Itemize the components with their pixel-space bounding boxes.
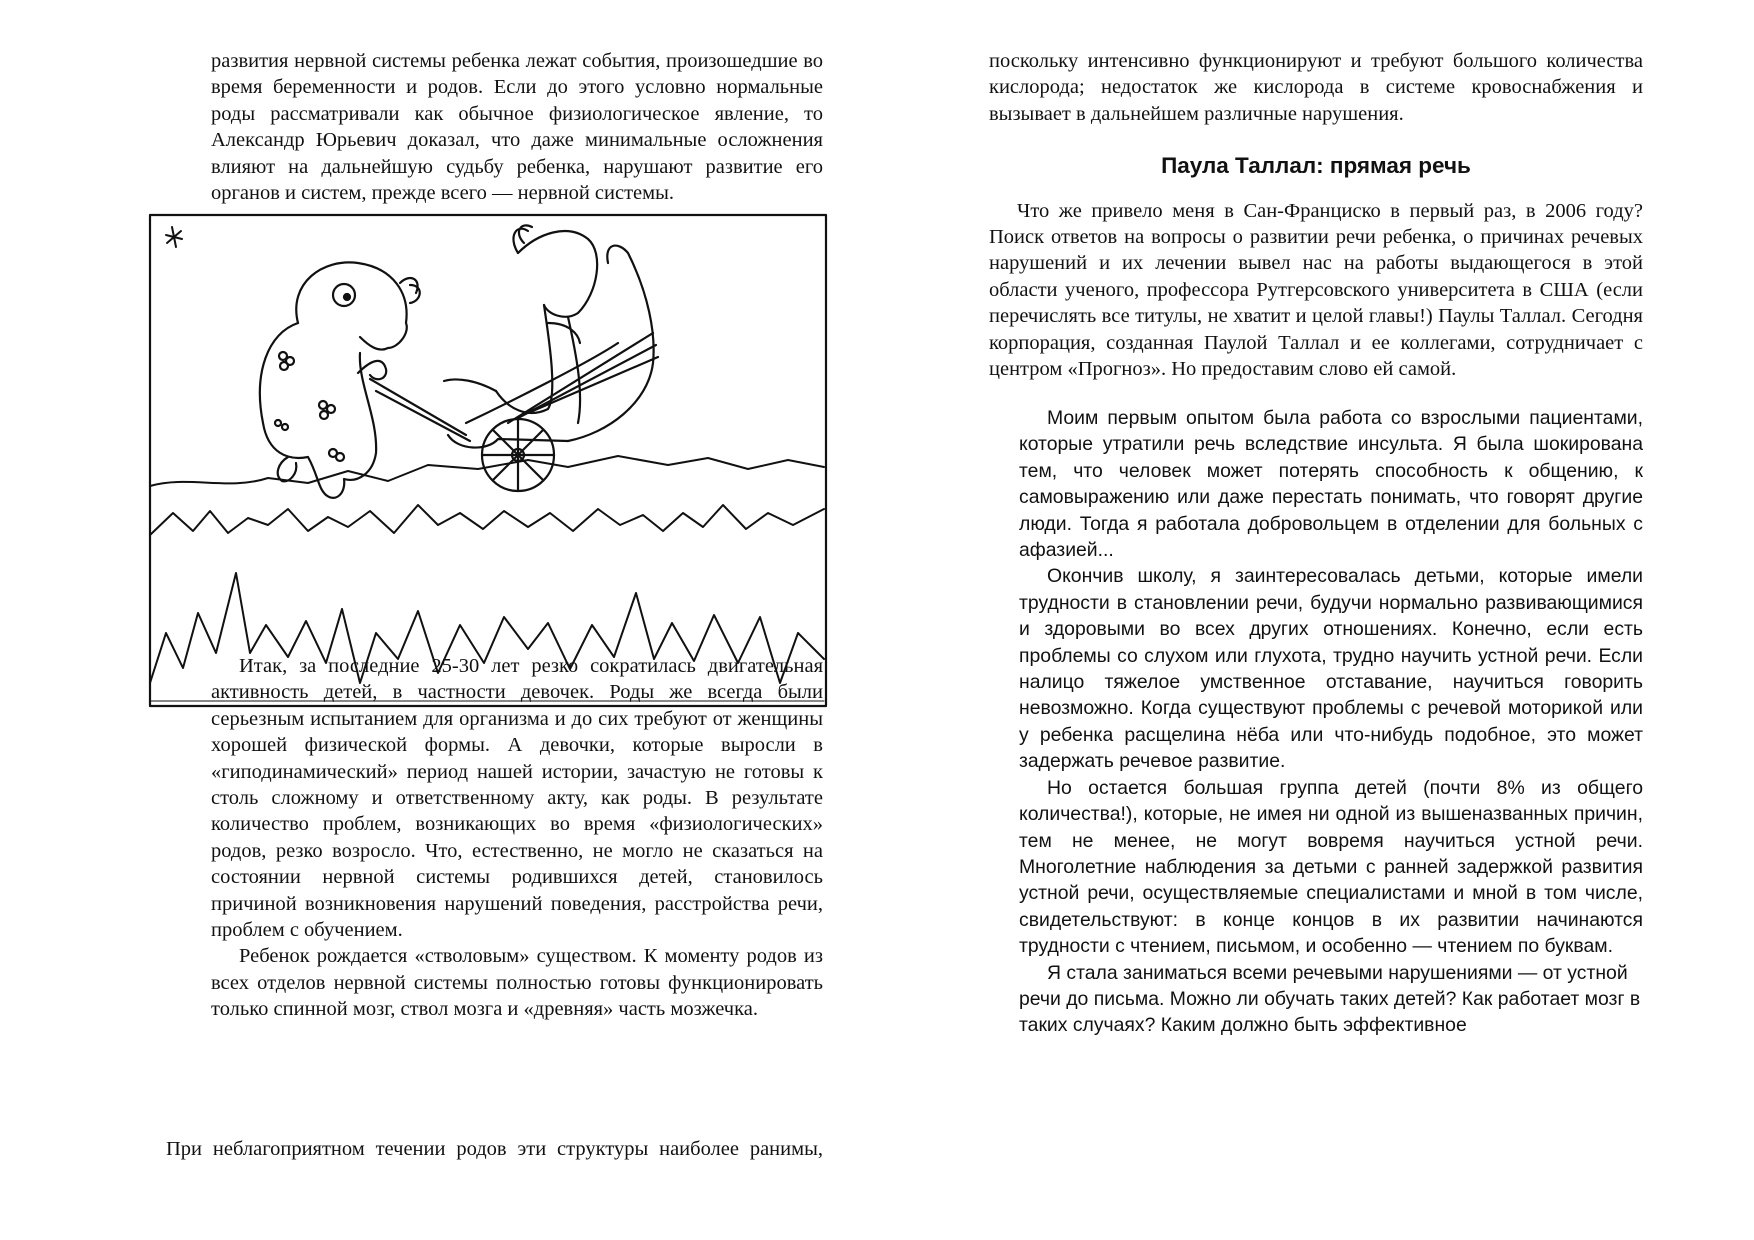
quote-final-paragraph: Я стала заниматься всеми речевыми нарушениями — от устной речи до письма. Можно ли обучать таких детей? Как работает мозг в таких случаях? Каким должно быть эффективное [1019,961,1641,1037]
left-paragraph-3: Ребенок рождается «стволовым» существом. К моменту родов из всех отделов нервной системы полностью готовы функционировать только спинной мозг, ствол мозга и «древняя» часть мозжечка. [211,945,823,1021]
left-paragraph-2: Итак, за последние 25-30 лет резко сократилась двигательная активность детей, в частности девочек. Роды же всегда были серьезным испытанием для организма и до сих требуют от женщины хорошей физической формы. А девочки, которые выросли в «гиподинамический» период нашей истории, зачастую не готовы к столь сложному и ответственному акту, как роды. В результате количество проблем, возникающих во время «физиологических» родов, резко возросло. Что, естественно, не могло не сказаться на состоянии нервной системы родившихся детей, становилось причиной возникновения нарушений поведения, расстройства речи, проблем с обучением. [211,655,823,942]
right-intro-paragraph: Что же привело меня в Сан-Франциско в первый раз, в 2006 году? Поиск ответов на вопросы о развитии речи ребенка, о причинах речевых нарушений и их лечении вывел нас на работы выдающегося в этой области ученого, профессора Рутгерсовского университета в США (если перечислять все титулы, не хватит и целой главы!) Паулы Таллал. Сегодня корпорация, созданная Паулой Таллал и ее коллегами, сотрудничает с центром «Прогноз». Но предоставим слово ей самой. [989,199,1643,381]
section-heading: Паула Таллал: прямая речь [1161,153,1471,179]
cartoon-illustration [148,213,830,710]
stroller [370,246,658,491]
right-continuation: поскольку интенсивно функционируют и требуют большого количества кислорода; недостаток же кислорода в системе кровоснабжения и вызывает в дальнейшем различные нарушения. [989,50,1643,125]
left-page-body [211,653,823,1023]
quote-paragraph: Моим первым опытом была работа со взрослыми пациентами, которые утратили речь вследствие инсульта. Я была шокирована тем, что человек может потерять способность к общению, к самовыражению или даже перестать понимать, что говорят другие люди. Тогда я работала добровольцем в отделении для больных с афазией... [1019,407,1643,562]
star-icon [166,227,182,247]
quote-block [1019,405,1643,1039]
quote-paragraph: Но остается большая группа детей (почти 8% из общего количества!), которые, не имея ни одной из вышеназванных причин, тем не менее, не могут вовремя научиться устной речи. Многолетние наблюдения за детьми с ранней задержкой развития устной речи, осуществляемые специалистами и мной в том числе, свидетельствуют: в конце концов в их развитии начинаются трудности с чтением, письмом, и особенно — чтением по буквам. [1019,776,1643,958]
child-figure [260,262,420,497]
left-intro-paragraph: развития нервной системы ребенка лежат события, произошедшие во время беременности и родов. Если до этого условно нормальные роды рассматривали как обычное физиологическое явление, то Александр Юрьевич доказал, что даже минимальные осложнения влияют на дальнейшую судьбу ребенка, нарушают развитие его органов и систем, прежде всего — нервной системы. [211,50,823,205]
left-page-intro [211,48,823,206]
illustration-frame [150,215,826,706]
left-last-line: При неблагоприятном течении родов эти структуры наиболее ранимы, [166,1138,823,1160]
quote-paragraph: Окончив школу, я заинтересовалась детьми, которые имели трудности в становлении речи, будучи нормально развивающимися и здоровыми во всех других отношениях. Конечно, если есть проблемы со слухом или глухота, трудно научить устной речи. Если налицо тяжелое умственное отставание, научиться говорить невозможно. Когда существуют проблемы с речевой моторикой или у ребенка расщелина нёба или что-нибудь подобное, это может задержать речевое развитие. [1019,565,1643,773]
right-page-top [989,48,1643,382]
